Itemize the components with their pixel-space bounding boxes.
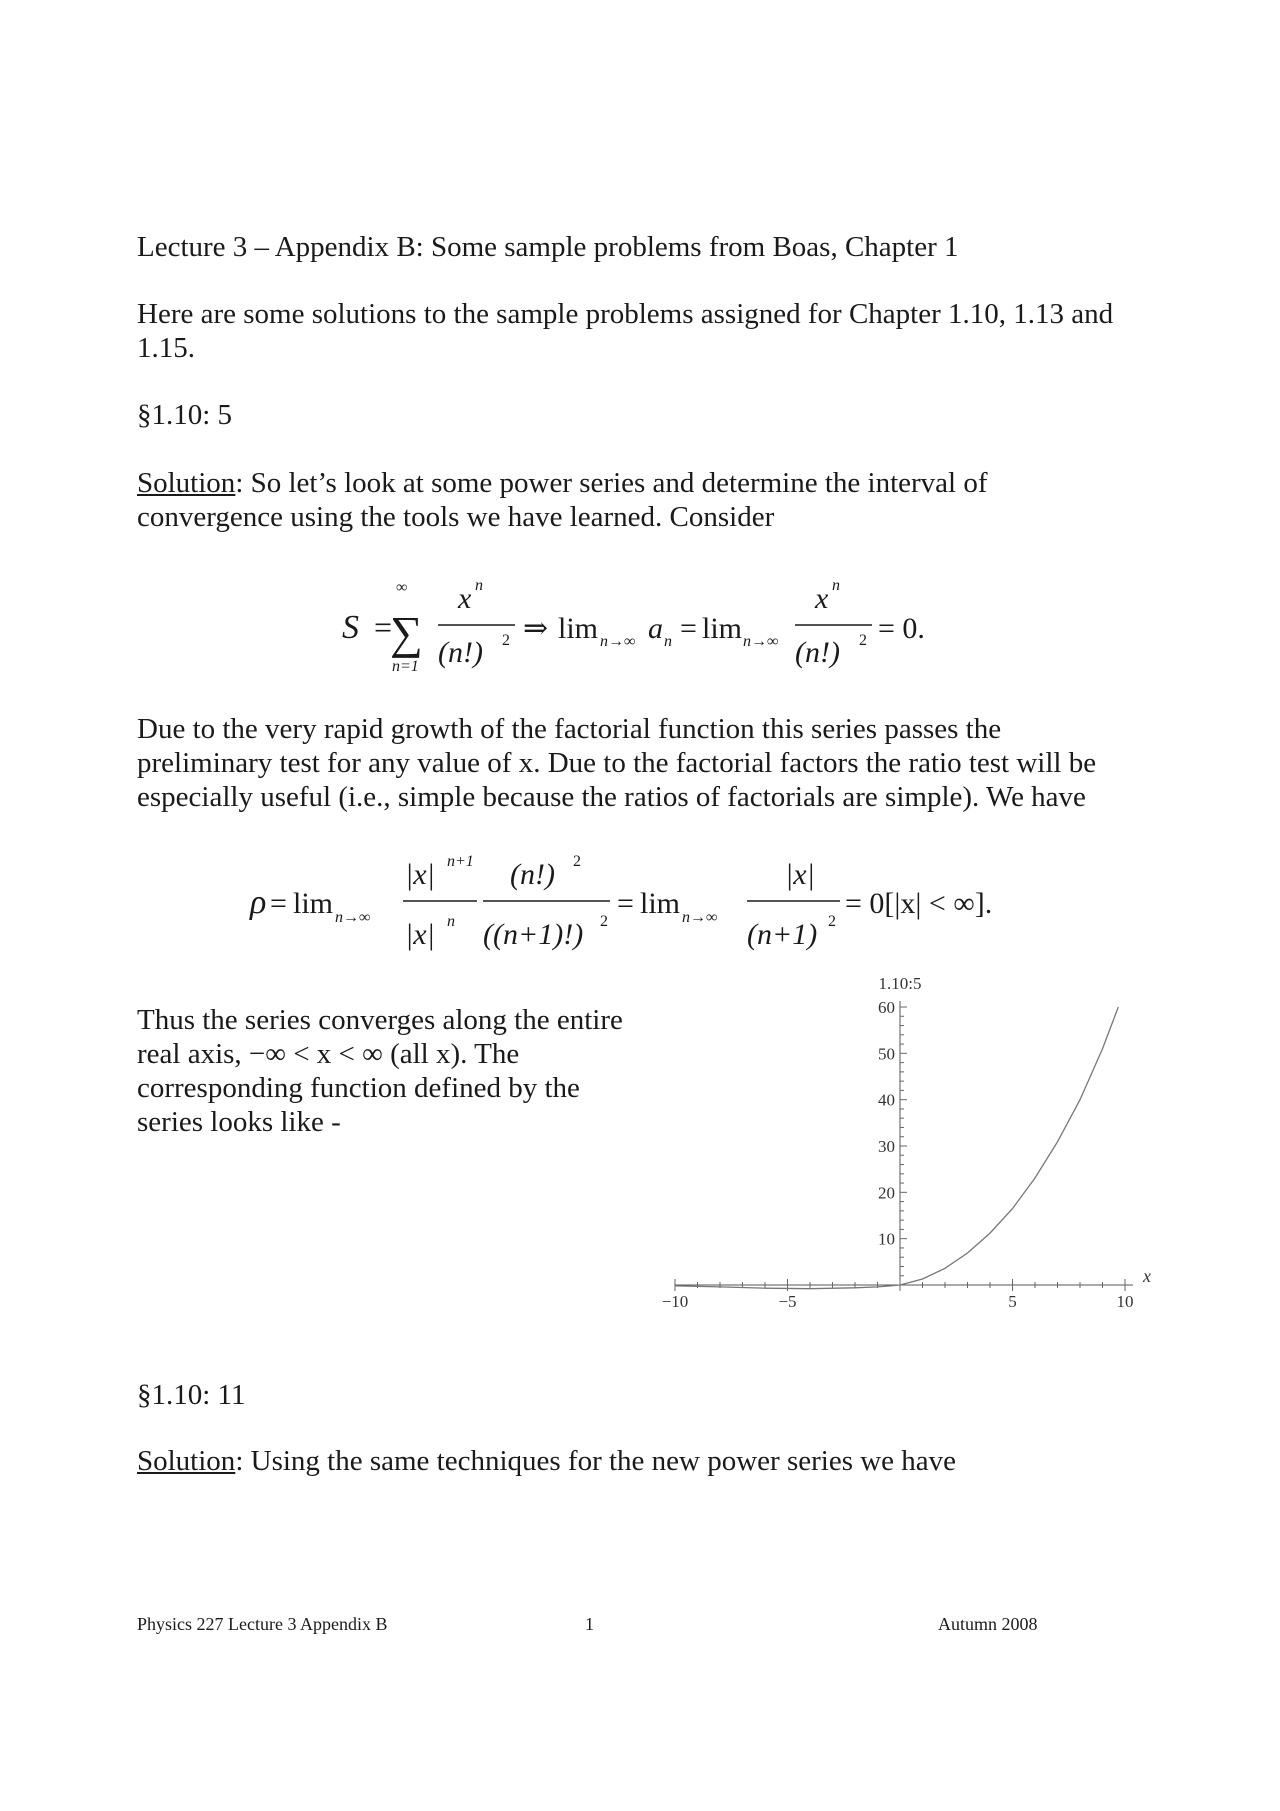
equation-ratio-test: [245, 848, 1065, 973]
intro-line-2: 1.15.: [137, 332, 195, 364]
eq1-denominator-2: (n!): [795, 636, 840, 669]
eq2-denominator-np1fact: ((n+1)!): [483, 918, 584, 951]
y-tick-label: 60: [878, 998, 895, 1017]
eq1-upper-limit: ∞: [396, 579, 408, 596]
eq2-rho: ρ: [250, 884, 267, 921]
intro-line-1: Here are some solutions to the sample problems assigned for Chapter 1.10, 1.13 and: [137, 298, 1114, 330]
eq2-lim-sub-1: n→∞: [335, 909, 371, 926]
eq1-equals: =: [374, 609, 393, 645]
solution-2-text: : Using the same techniques for the new power series we have: [235, 1445, 957, 1477]
paragraph-3-line-4: series looks like -: [137, 1106, 341, 1138]
solution-label: Solution: [137, 467, 236, 499]
x-tick-label: 5: [1008, 1292, 1017, 1311]
page-title: Lecture 3 – Appendix B: Some sample problems from Boas, Chapter 1: [137, 231, 959, 263]
eq1-square: 2: [502, 632, 510, 649]
paragraph-2-line-1: Due to the very rapid growth of the factorial function this series passes the: [137, 713, 1002, 745]
eq2-square-2: 2: [600, 913, 608, 930]
eq2-denominator-np1: (n+1): [747, 918, 818, 951]
solution-1-line-2: convergence using the tools we have learned. Consider: [137, 501, 775, 533]
x-axis-label: x: [1143, 1266, 1151, 1286]
eq1-implies: ⇒: [523, 612, 549, 645]
eq1-result: = 0.: [878, 612, 925, 645]
equation-series-definition: [330, 570, 970, 685]
paragraph-3-line-2: real axis, −∞ < x < ∞ (all x). The: [137, 1038, 520, 1070]
paragraph-3-line-1: Thus the series converges along the entire: [137, 1004, 623, 1036]
y-tick-label: 30: [878, 1137, 895, 1156]
eq1-a: a: [648, 612, 663, 645]
eq2-lim-2: lim: [640, 887, 681, 920]
solution-label-2: Solution: [137, 1445, 236, 1477]
eq2-result: = 0[|x| < ∞].: [845, 887, 993, 920]
eq1-equals-2: =: [680, 612, 697, 645]
eq1-numerator-2: x: [815, 582, 829, 615]
x-tick-label: −10: [661, 1292, 689, 1311]
section-heading-2: §1.10: 11: [137, 1379, 246, 1411]
eq2-exponent-n: n: [447, 913, 455, 930]
eq1-sigma: ∑: [390, 607, 423, 658]
footer-page-number: 1: [585, 1614, 594, 1634]
eq1-numerator: x: [458, 582, 472, 615]
eq2-equals-2: =: [617, 887, 634, 920]
eq1-lim-1: lim: [558, 612, 599, 645]
solution-1-text: : So let’s look at some power series and determine the interval of: [235, 467, 988, 499]
eq1-exponent-n: n: [475, 577, 483, 594]
eq2-exponent-np1: n+1: [447, 853, 474, 870]
eq1-exponent-n-2: n: [832, 577, 840, 594]
eq2-lim-1: lim: [293, 887, 334, 920]
y-tick-label: 50: [878, 1044, 895, 1064]
eq1-square-2: 2: [859, 632, 867, 649]
paragraph-3-line-3: corresponding function defined by the: [137, 1072, 580, 1104]
eq1-S: S: [342, 609, 359, 646]
eq2-numerator-nfact: (n!): [510, 858, 555, 891]
footer-term: Autumn 2008: [938, 1614, 1038, 1634]
eq2-denominator-absx: |x|: [405, 918, 435, 951]
y-tick-label: 10: [878, 1229, 895, 1249]
eq2-lim-sub-2: n→∞: [682, 909, 718, 926]
eq1-a-sub: n: [664, 633, 672, 650]
eq2-square-1: 2: [573, 853, 581, 870]
solution-paragraph-2: [137, 1444, 956, 1478]
x-tick-label: 10: [1116, 1292, 1134, 1311]
eq1-lower-limit: n=1: [392, 658, 419, 675]
paragraph-2-line-3: especially useful (i.e., simple because the ratios of factorials are simple). We have: [137, 781, 1086, 813]
section-heading-1: §1.10: 5: [137, 399, 233, 431]
eq2-numerator-absx-2: |x|: [785, 858, 815, 891]
solution-paragraph-1: [137, 466, 988, 500]
eq1-lim-sub-2: n→∞: [743, 633, 779, 650]
series-line: [675, 1007, 1118, 1289]
eq1-lim-sub-1: n→∞: [600, 633, 636, 650]
paragraph-2-line-2: preliminary test for any value of x. Due to the factorial factors the ratio test will be: [137, 747, 1097, 779]
y-tick-label: 40: [878, 1090, 895, 1110]
eq2-numerator-absx: |x|: [405, 858, 435, 891]
eq1-denominator: (n!): [438, 636, 483, 669]
function-plot: [640, 965, 1180, 1315]
chart-title: 1.10:5: [878, 974, 922, 993]
y-tick-label: 20: [878, 1183, 895, 1203]
eq2-square-3: 2: [828, 913, 836, 930]
footer-course: Physics 227 Lecture 3 Appendix B: [137, 1614, 388, 1634]
x-tick-label: −5: [778, 1292, 797, 1311]
eq2-equals: =: [270, 887, 287, 920]
eq1-lim-2: lim: [702, 612, 743, 645]
